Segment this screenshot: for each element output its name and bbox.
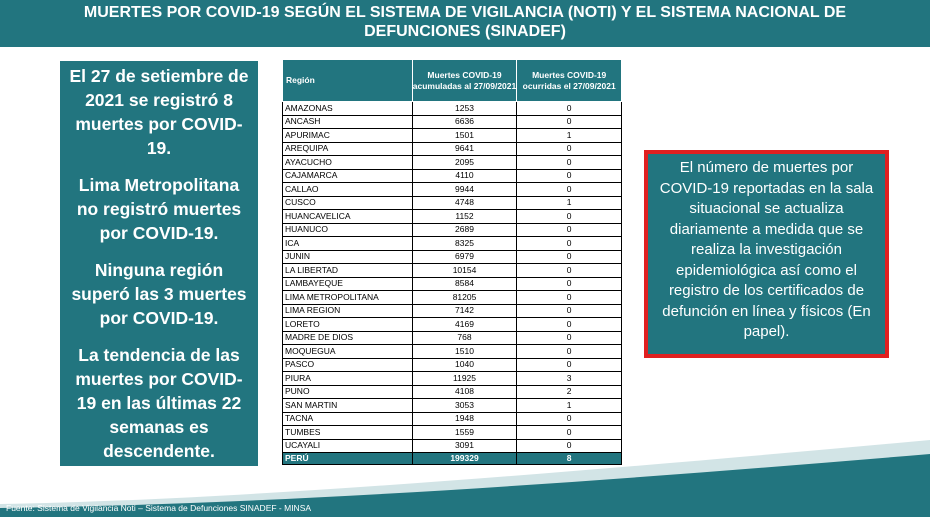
note-box xyxy=(644,150,889,358)
table-row xyxy=(283,102,622,116)
table-header-row xyxy=(283,60,622,102)
region-cell: ICA xyxy=(283,237,413,251)
daily-cell: 0 xyxy=(517,210,622,224)
summary-paragraph-1: El 27 de setiembre de 2021 se registró 8 muertes por COVID-19. xyxy=(69,66,249,158)
table-row xyxy=(283,426,622,440)
cumulative-cell: 11925 xyxy=(412,372,517,386)
daily-cell: 0 xyxy=(517,264,622,278)
table-row xyxy=(283,169,622,183)
region-cell: LAMBAYEQUE xyxy=(283,277,413,291)
table-row xyxy=(283,358,622,372)
region-cell: APURIMAC xyxy=(283,129,413,143)
region-cell: MADRE DE DIOS xyxy=(283,331,413,345)
region-cell: AMAZONAS xyxy=(283,102,413,116)
cumulative-cell: 10154 xyxy=(412,264,517,278)
cumulative-cell: 8584 xyxy=(412,277,517,291)
region-cell: LORETO xyxy=(283,318,413,332)
cumulative-cell: 6979 xyxy=(412,250,517,264)
table-row xyxy=(283,156,622,170)
region-cell: TUMBES xyxy=(283,426,413,440)
table-row xyxy=(283,142,622,156)
cumulative-cell: 1152 xyxy=(412,210,517,224)
total-cumulative: 199329 xyxy=(412,453,517,465)
cumulative-cell: 1501 xyxy=(412,129,517,143)
region-cell: SAN MARTIN xyxy=(283,399,413,413)
daily-cell: 0 xyxy=(517,358,622,372)
cumulative-cell: 1510 xyxy=(412,345,517,359)
table-row xyxy=(283,223,622,237)
header-title-line2: DEFUNCIONES (SINADEF) xyxy=(364,23,566,40)
region-cell: CAJAMARCA xyxy=(283,169,413,183)
note-text: El número de muertes por COVID-19 reportadas en la sala situacional se actualiza diariamente a medida que se realiza la investigación epidemiológica así como el registro de los certificados de defunción en línea y físicos (En papel). xyxy=(659,159,874,340)
table-row xyxy=(283,210,622,224)
cumulative-cell: 4110 xyxy=(412,169,517,183)
table-row xyxy=(283,412,622,426)
cumulative-cell: 4108 xyxy=(412,385,517,399)
table-row xyxy=(283,237,622,251)
daily-cell: 0 xyxy=(517,304,622,318)
column-header-region: Región xyxy=(283,60,413,102)
table-row xyxy=(283,264,622,278)
table-row xyxy=(283,250,622,264)
table-row xyxy=(283,385,622,399)
daily-cell: 0 xyxy=(517,331,622,345)
daily-cell: 0 xyxy=(517,115,622,129)
daily-cell: 3 xyxy=(517,372,622,386)
daily-cell: 0 xyxy=(517,156,622,170)
table-row xyxy=(283,291,622,305)
table-row xyxy=(283,129,622,143)
table-row xyxy=(283,304,622,318)
summary-paragraph-2: Lima Metropolitana no registró muertes por COVID-19. xyxy=(76,175,242,243)
table-row xyxy=(283,331,622,345)
cumulative-cell: 6636 xyxy=(412,115,517,129)
region-cell: LA LIBERTAD xyxy=(283,264,413,278)
region-cell: CALLAO xyxy=(283,183,413,197)
daily-cell: 0 xyxy=(517,250,622,264)
region-cell: JUNIN xyxy=(283,250,413,264)
region-cell: HUANCAVELICA xyxy=(283,210,413,224)
total-label: PERÚ xyxy=(283,453,413,465)
daily-cell: 0 xyxy=(517,318,622,332)
daily-cell: 0 xyxy=(517,412,622,426)
cumulative-cell: 81205 xyxy=(412,291,517,305)
table-row xyxy=(283,183,622,197)
cumulative-cell: 7142 xyxy=(412,304,517,318)
table-row xyxy=(283,372,622,386)
summary-paragraph-3: Ninguna región superó las 3 muertes por COVID-19. xyxy=(71,260,247,328)
deaths-by-region-table xyxy=(282,59,622,465)
total-daily: 8 xyxy=(517,453,622,465)
region-cell: AYACUCHO xyxy=(283,156,413,170)
daily-cell: 0 xyxy=(517,277,622,291)
deaths-table-container xyxy=(282,59,622,465)
table-row xyxy=(283,277,622,291)
cumulative-cell: 1253 xyxy=(412,102,517,116)
column-header-daily: Muertes COVID-19 ocurridas el 27/09/2021 xyxy=(517,60,622,102)
daily-cell: 0 xyxy=(517,102,622,116)
source-note: Fuente: Sistema de Vigilancia Noti – Sistema de Defunciones SINADEF - MINSA xyxy=(6,503,312,513)
daily-cell: 1 xyxy=(517,399,622,413)
page-header xyxy=(0,0,930,47)
daily-cell: 2 xyxy=(517,385,622,399)
region-cell: PASCO xyxy=(283,358,413,372)
table-row xyxy=(283,399,622,413)
daily-cell: 0 xyxy=(517,169,622,183)
table-row xyxy=(283,345,622,359)
daily-cell: 0 xyxy=(517,223,622,237)
cumulative-cell: 1040 xyxy=(412,358,517,372)
daily-cell: 0 xyxy=(517,291,622,305)
cumulative-cell: 8325 xyxy=(412,237,517,251)
region-cell: PUNO xyxy=(283,385,413,399)
region-cell: TACNA xyxy=(283,412,413,426)
region-cell: HUANUCO xyxy=(283,223,413,237)
daily-cell: 0 xyxy=(517,439,622,453)
cumulative-cell: 2095 xyxy=(412,156,517,170)
daily-cell: 0 xyxy=(517,426,622,440)
region-cell: LIMA REGION xyxy=(283,304,413,318)
cumulative-cell: 1559 xyxy=(412,426,517,440)
summary-paragraph-4: La tendencia de las muertes por COVID-19 en las últimas 22 semanas es descendente. xyxy=(75,345,243,461)
region-cell: MOQUEGUA xyxy=(283,345,413,359)
daily-cell: 0 xyxy=(517,142,622,156)
region-cell: UCAYALI xyxy=(283,439,413,453)
cumulative-cell: 768 xyxy=(412,331,517,345)
daily-cell: 0 xyxy=(517,183,622,197)
daily-cell: 0 xyxy=(517,345,622,359)
cumulative-cell: 2689 xyxy=(412,223,517,237)
summary-panel xyxy=(60,61,258,466)
cumulative-cell: 3091 xyxy=(412,439,517,453)
region-cell: AREQUIPA xyxy=(283,142,413,156)
cumulative-cell: 9944 xyxy=(412,183,517,197)
daily-cell: 1 xyxy=(517,129,622,143)
region-cell: CUSCO xyxy=(283,196,413,210)
table-row xyxy=(283,318,622,332)
daily-cell: 0 xyxy=(517,237,622,251)
table-row xyxy=(283,196,622,210)
daily-cell: 1 xyxy=(517,196,622,210)
region-cell: LIMA METROPOLITANA xyxy=(283,291,413,305)
cumulative-cell: 4169 xyxy=(412,318,517,332)
region-cell: PIURA xyxy=(283,372,413,386)
header-title-line1: MUERTES POR COVID-19 SEGÚN EL SISTEMA DE VIGILANCIA (NOTI) Y EL SISTEMA NACIONAL DE xyxy=(83,4,847,21)
cumulative-cell: 3053 xyxy=(412,399,517,413)
region-cell: ANCASH xyxy=(283,115,413,129)
table-body xyxy=(283,102,622,453)
cumulative-cell: 9641 xyxy=(412,142,517,156)
table-row xyxy=(283,115,622,129)
column-header-cumulative: Muertes COVID-19 acumuladas al 27/09/2021 xyxy=(412,60,517,102)
cumulative-cell: 4748 xyxy=(412,196,517,210)
cumulative-cell: 1948 xyxy=(412,412,517,426)
